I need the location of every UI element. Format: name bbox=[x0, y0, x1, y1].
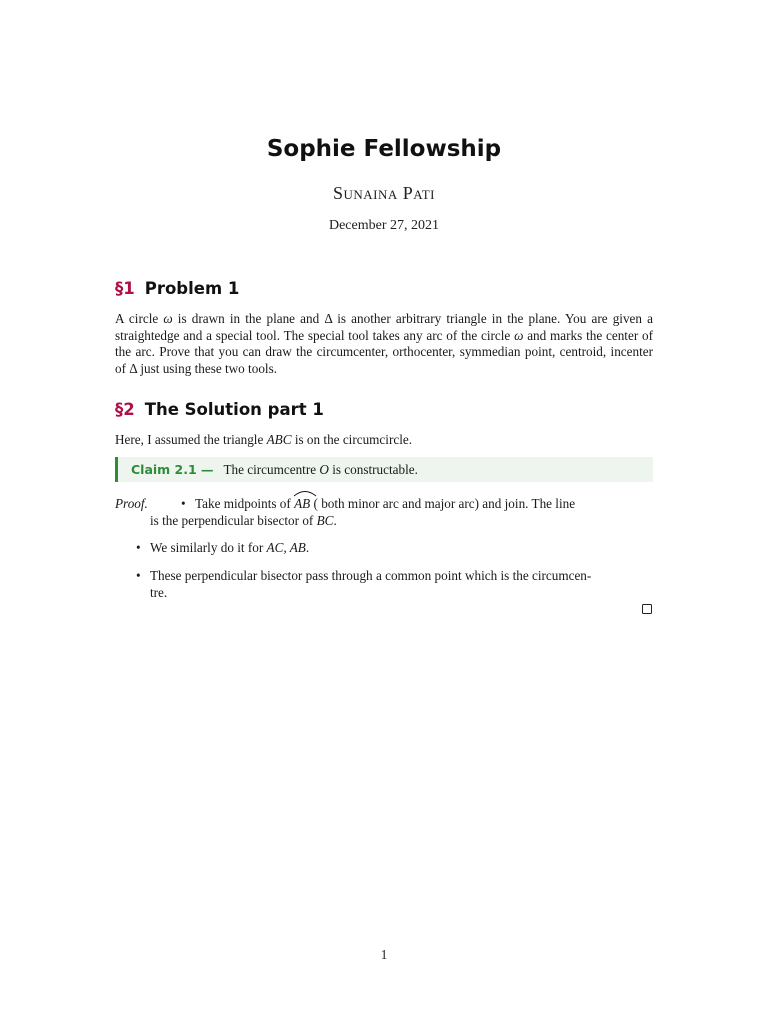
math-delta: Δ bbox=[129, 360, 138, 376]
claim-box: Claim 2.1 — The circumcentre O is constructable. bbox=[115, 457, 653, 482]
math-o: O bbox=[319, 462, 329, 477]
bullet-icon: • bbox=[136, 568, 141, 583]
qed-square-icon bbox=[642, 604, 652, 614]
proof-bullet-1-continuation: is the perpendicular bisector of BC. bbox=[150, 513, 337, 528]
proof-bullet-3: • These perpendicular bisector pass through a common point which is the circumcen- bbox=[136, 568, 592, 583]
math-omega: ω bbox=[514, 327, 524, 343]
section-title: The Solution part 1 bbox=[144, 400, 324, 419]
claim-label: Claim 2.1 — bbox=[131, 462, 214, 477]
document-title: Sophie Fellowship bbox=[266, 136, 502, 162]
math-arc-ab: AB bbox=[294, 496, 310, 513]
math-ac-ab: AC, AB bbox=[266, 540, 306, 555]
section-heading-solution-part-1 bbox=[115, 400, 324, 419]
proof-bullet-1: • Take midpoints of AB ( both minor arc and major arc) and join. The line bbox=[195, 496, 655, 513]
section-title: Problem 1 bbox=[144, 279, 240, 298]
solution-intro: Here, I assumed the triangle ABC is on the circumcircle. bbox=[115, 432, 413, 447]
document-author: Sunaina Pati bbox=[332, 183, 435, 203]
math-bc: BC bbox=[316, 513, 334, 528]
bullet-icon: • bbox=[181, 496, 186, 511]
math-omega: ω bbox=[163, 311, 173, 326]
arc-accent-icon bbox=[293, 489, 317, 497]
proof-bullet-2: • We similarly do it for AC, AB. bbox=[136, 540, 310, 555]
page-number: 1 bbox=[380, 947, 388, 962]
section-number: §2 bbox=[115, 400, 135, 419]
section-heading-problem-1 bbox=[115, 279, 239, 298]
math-delta: Δ bbox=[324, 311, 333, 326]
section-number: §1 bbox=[115, 279, 135, 298]
math-abc: ABC bbox=[266, 432, 292, 447]
document-date: December 27, 2021 bbox=[328, 218, 440, 233]
proof-bullet-3-continuation: tre. bbox=[150, 585, 168, 600]
problem-statement: A circle ω is drawn in the plane and Δ is another arbitrary triangle in the plane. You are given a straightedge and a special tool. The special tool takes any arc of the circle ω and marks the center of the arc. Prove that you can draw the circumcenter, orthocenter, symmedian point, centroid, incenter of Δ just using these two tools. bbox=[115, 311, 653, 376]
bullet-icon: • bbox=[136, 540, 141, 555]
proof-label: Proof. bbox=[115, 496, 148, 511]
